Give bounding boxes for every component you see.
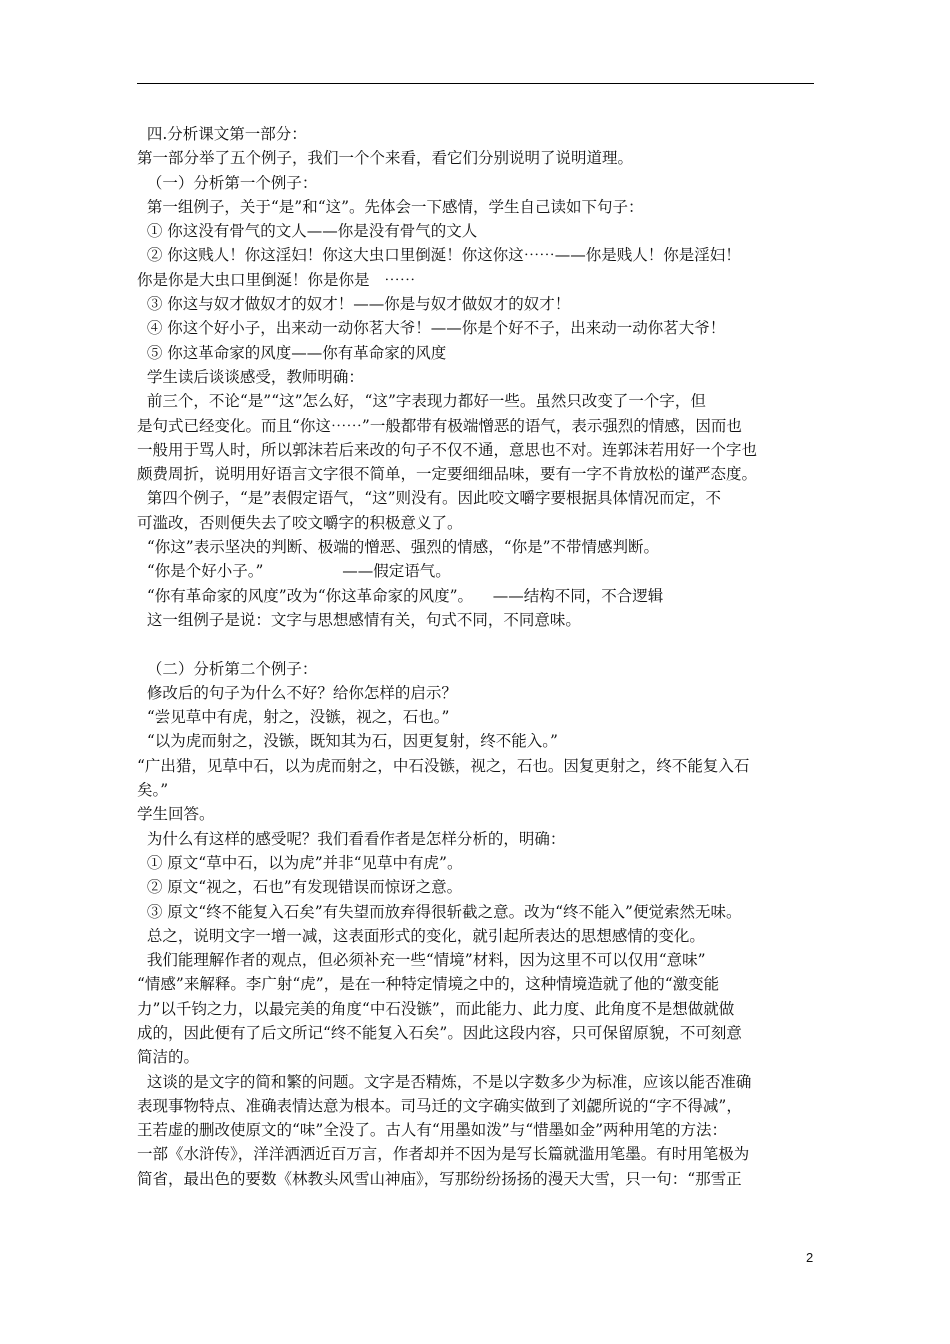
page-number: 2 (806, 1250, 814, 1265)
text-line: ③ 你这与奴才做奴才的奴才！——你是与奴才做奴才的奴才！ (137, 295, 571, 314)
text-line: ② 原文“视之，石也”有发现错误而惊讶之意。 (137, 878, 463, 897)
text-line: 这一组例子是说：文字与思想感情有关，句式不同，不同意味。 (137, 610, 581, 629)
text-line: 成的，因此便有了后文所记“终不能复入石矣”。因此这段内容，只可保留原貌，不可刻意 (137, 1023, 742, 1042)
text-line: 表现事物特点、准确表情达意为根本。司马迁的文字确实做到了刘勰所说的“字不得减”， (137, 1096, 742, 1115)
text-line: （二）分析第二个例子： (137, 659, 318, 678)
text-line: 第四个例子，“是”表假定语气，“这”则没有。因此咬文嚼字要根据具体情况而定，不 (137, 489, 722, 508)
text-line: “尝见草中有虎，射之，没镞，视之，石也。” (137, 708, 450, 727)
text-line: 简省，最出色的要数《林教头风雪山神庙》，写那纷纷扬扬的漫天大雪，只一句：“那雪正 (137, 1169, 742, 1188)
text-line: “你是个好小子。” ——假定语气。 (137, 562, 451, 581)
text-line: 学生读后谈谈感受，教师明确： (137, 367, 364, 386)
text-line: “情感”来解释。李广射“虎”，是在一种特定情境之中的，这种情境造就了他的“激变能 (137, 975, 720, 994)
text-line (137, 632, 827, 656)
text-line: 我们能理解作者的观点，但必须补充一些“情境”材料，因为这里不可以仅用“意味” (137, 951, 706, 970)
text-line: 一般用于骂人时，所以郭沫若后来改的句子不仅不通，意思也不对。连郭沫若用好一个字也 (137, 440, 758, 459)
text-line: 学生回答。 (137, 805, 215, 824)
text-line: ③ 原文“终不能复入石矣”有失望而放弃得很斩截之意。改为“终不能入”便觉索然无味。 (137, 902, 742, 921)
text-line: “你这”表示坚决的判断、极端的憎恶、强烈的情感，“你是”不带情感判断。 (137, 538, 660, 557)
text-line: ① 原文“草中石，以为虎”并非“见草中有虎”。 (137, 853, 463, 872)
text-line: 第一组例子，关于“是”和“这”。先体会一下感情，学生自己读如下句子： (137, 197, 644, 216)
text-line: 王若虚的删改使原文的“味”全没了。古人有“用墨如泼”与“惜墨如金”两种用笔的方法： (137, 1121, 728, 1140)
text-line: “你有革命家的风度”改为“你这革命家的风度”。 ——结构不同，不合逻辑 (137, 586, 664, 605)
text-line: （一）分析第一个例子： (137, 173, 318, 192)
text-line: 总之，说明文字一增一减，这表面形式的变化，就引起所表达的思想感情的变化。 (137, 926, 705, 945)
text-line: 简洁的。 (137, 1048, 200, 1067)
text-line: 可滥改，否则便失去了咬文嚼字的积极意义了。 (137, 513, 463, 532)
text-line: ① 你这没有骨气的文人——你是没有骨气的文人 (137, 222, 478, 241)
text-line: ② 你这贱人！你这淫妇！你这大虫口里倒涎！你这你这⋯⋯——你是贱人！你是淫妇！ (137, 246, 741, 265)
text-line: 你是你是大虫口里倒涎！你是你是 ⋯⋯ (137, 270, 416, 289)
text-line: 矣。” (137, 781, 169, 800)
text-line: 是句式已经变化。而且“你这⋯⋯”一般都带有极端憎恶的语气，表示强烈的情感，因而也 (137, 416, 742, 435)
text-line: “以为虎而射之，没镞，既知其为石，因更复射，终不能入。” (137, 732, 558, 751)
text-line: ④ 你这个好小子，出来动一动你茗大爷！——你是个好不子，出来动一动你茗大爷！ (137, 319, 726, 338)
text-line: 前三个，不论“是”“这”怎么好，“这”字表现力都好一些。虽然只改变了一个字，但 (137, 392, 706, 411)
text-line: 为什么有这样的感受呢？我们看看作者是怎样分析的，明确： (137, 829, 566, 848)
text-line: 这谈的是文字的简和繁的问题。文字是否精炼，不是以字数多少为标准，应该以能否准确 (137, 1072, 752, 1091)
text-line: 修改后的句子为什么不好？给你怎样的启示？ (137, 683, 457, 702)
text-line: ⑤ 你这革命家的风度——你有革命家的风度 (137, 343, 447, 362)
text-line: 四.分析课文第一部分： (137, 125, 307, 143)
text-line: 力”以千钧之力，以最完美的角度“中石没镞”，而此能力、此力度、此角度不是想做就做 (137, 999, 735, 1018)
text-line: “广出猎，见草中石，以为虎而射之，中石没镞，视之，石也。因复更射之，终不能复入石 (137, 756, 750, 775)
text-line: 一部《水浒传》，洋洋洒洒近百万言，作者却并不因为是写长篇就滥用笔墨。有时用笔极为 (137, 1145, 750, 1164)
text-line: 第一部分举了五个例子，我们一个个来看，看它们分别说明了说明道理。 (137, 149, 634, 168)
text-line: 颇费周折，说明用好语言文字很不简单，一定要细细品味，要有一字不肯放松的谨严态度。 (137, 465, 758, 484)
document-body (137, 122, 827, 1191)
header-rule (137, 83, 814, 84)
